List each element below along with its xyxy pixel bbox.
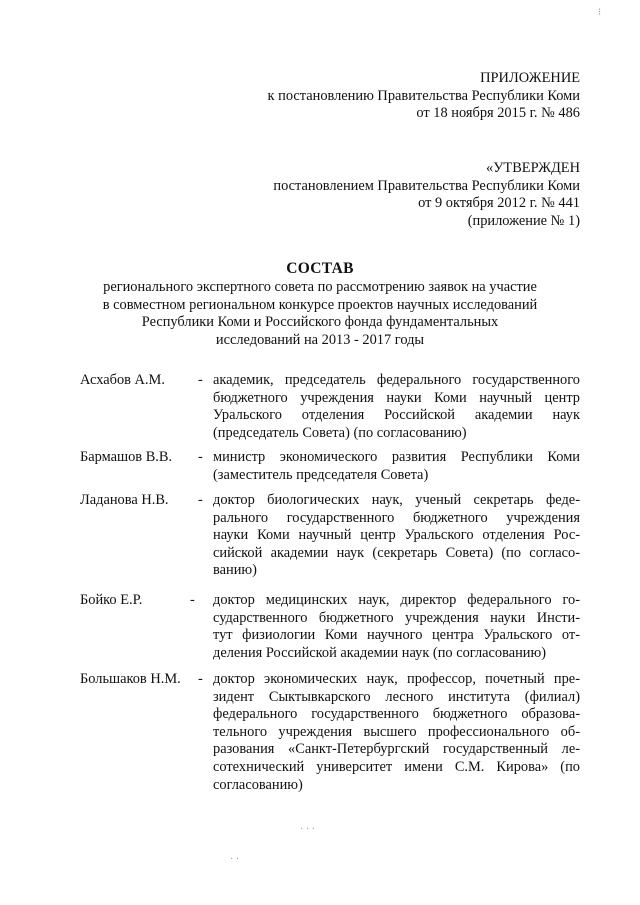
description-line: академик, председатель федерального государственного [213, 372, 580, 388]
appendix-line-2: от 18 ноября 2015 г. № 486 [416, 105, 580, 122]
document-subtitle [60, 279, 580, 349]
description-line: доктор биологических наук, ученый секретарь феде- [213, 492, 580, 508]
member-name: Асхабов А.М. [80, 372, 165, 388]
member-name: Ладанова Н.В. [80, 492, 169, 508]
description-line: тельного учреждения высшего профессионального об- [213, 723, 580, 740]
description-line: федерального государственного бюджетного образова- [213, 706, 580, 723]
approved-line-3: (приложение № 1) [467, 212, 580, 229]
description-line: зидент Сыктывкарского лесного института (филиал) [213, 688, 580, 705]
approved-line-1: постановлением Правительства Республики Коми [273, 177, 580, 194]
description-line: ванию) [213, 562, 257, 579]
member-dash: - [198, 372, 203, 388]
description-line: сотехнический университет имени С.М. Кирова» (по [213, 758, 580, 775]
description-line: деления Российской академии наук (по согласованию) [213, 644, 547, 661]
member-description [213, 372, 580, 442]
approved-line-2: от 9 октября 2012 г. № 441 [418, 195, 580, 212]
description-line: сударственного бюджетного учреждения науки Инсти- [213, 609, 580, 626]
subtitle-line: в совместном региональном конкурсе проектов научных исследований [102, 296, 538, 313]
description-line: разования «Санкт-Петербургский государственный ле- [213, 741, 580, 758]
description-line: (председатель Совета) (по согласованию) [213, 424, 467, 441]
subtitle-line: регионального экспертного совета по рассмотрению заявок на участие [103, 279, 537, 295]
description-line: доктор медицинских наук, директор федерального го- [213, 592, 580, 608]
description-line: министр экономического развития Республики Коми [213, 449, 580, 465]
description-line: сийской академии наук (секретарь Совета) (по согласо- [213, 544, 580, 561]
member-description [213, 492, 580, 580]
description-line: доктор экономических наук, профессор, почетный пре- [213, 671, 580, 687]
member-description [213, 449, 580, 484]
member-description [213, 671, 580, 794]
member-name: Бармашов В.В. [80, 449, 173, 465]
description-line: науки Коми научный центр Уральского отделения Рос- [213, 527, 580, 544]
member-name: Бойко Е.Р. [80, 592, 143, 608]
document-title: СОСТАВ [286, 260, 354, 277]
description-line: рального государственного бюджетного учреждения [213, 509, 580, 526]
member-name: Большаков Н.М. [80, 671, 181, 687]
appendix-heading: ПРИЛОЖЕНИЕ [480, 70, 580, 86]
member-dash: - [198, 492, 203, 508]
member-description [213, 592, 580, 662]
member-dash: - [198, 671, 203, 687]
description-line: тут физиологии Коми научного центра Уральского от- [213, 627, 580, 644]
description-line: Уральского отделения Российской академии наук [213, 407, 580, 424]
appendix-block [268, 70, 580, 123]
appendix-line-1: к постановлению Правительства Республики Коми [267, 87, 580, 104]
approved-block [273, 160, 580, 230]
subtitle-line: исследований на 2013 - 2017 годы [215, 331, 425, 348]
description-line: согласованию) [213, 776, 303, 793]
description-line: (заместитель председателя Совета) [213, 466, 429, 483]
scan-speck: ⁝ [598, 7, 602, 18]
subtitle-line: Республики Коми и Российского фонда фундаментальных [141, 314, 499, 331]
approved-heading: «УТВЕРЖДЕН [486, 160, 580, 176]
member-dash: - [190, 592, 195, 608]
description-line: бюджетного учреждения науки Коми научный центр [213, 389, 580, 406]
scan-speck: · · · [300, 824, 315, 835]
scan-speck: · · [230, 854, 240, 865]
member-dash: - [198, 449, 203, 465]
